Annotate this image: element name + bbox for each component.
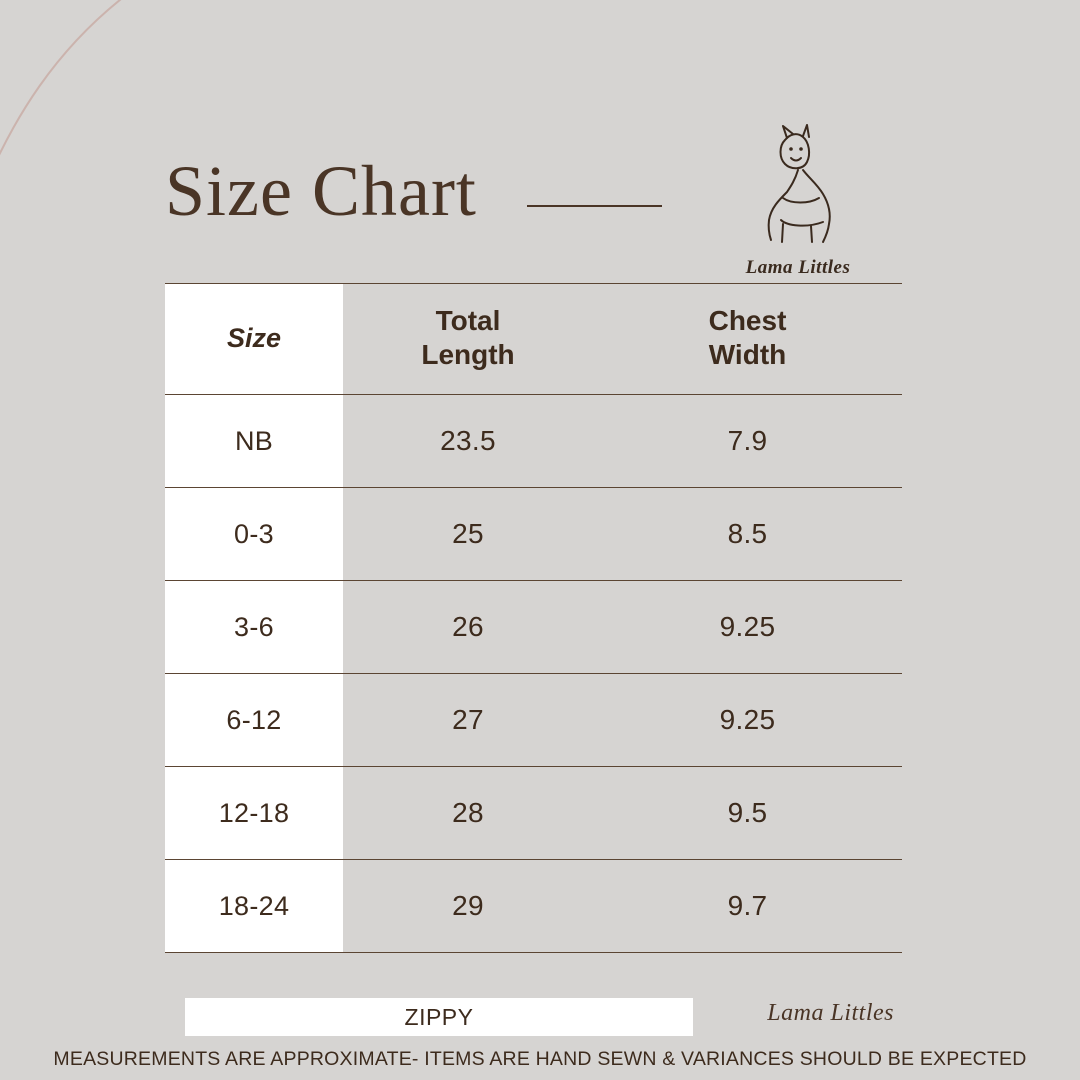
cell-size: NB <box>165 395 343 488</box>
cell-total-length: 26 <box>343 581 593 674</box>
cell-total-length: 23.5 <box>343 395 593 488</box>
page-title: Size Chart <box>165 151 477 231</box>
cell-chest-width: 9.7 <box>593 860 902 953</box>
size-table-wrapper <box>165 283 902 953</box>
cell-size: 18-24 <box>165 860 343 953</box>
table-row <box>165 395 902 488</box>
footer-brand: Lama Littles <box>767 1000 894 1026</box>
table-row <box>165 488 902 581</box>
cell-size: 12-18 <box>165 767 343 860</box>
cell-chest-width: 7.9 <box>593 395 902 488</box>
table-row <box>165 860 902 953</box>
title-rule <box>527 205 662 207</box>
column-header-total-length <box>343 284 593 395</box>
cell-total-length: 27 <box>343 674 593 767</box>
table-row <box>165 581 902 674</box>
header <box>165 151 905 278</box>
column-header-total-length-line2: Length <box>421 339 515 371</box>
llama-icon <box>743 120 853 250</box>
table-header-row <box>165 284 902 395</box>
product-label: ZIPPY <box>185 998 693 1036</box>
cell-size: 3-6 <box>165 581 343 674</box>
cell-size: 0-3 <box>165 488 343 581</box>
cell-total-length: 29 <box>343 860 593 953</box>
brand-logo <box>713 120 883 279</box>
column-header-chest-width-line1: Chest <box>708 305 787 336</box>
size-table <box>165 283 902 953</box>
cell-chest-width: 9.25 <box>593 581 902 674</box>
cell-total-length: 28 <box>343 767 593 860</box>
cell-size: 6-12 <box>165 674 343 767</box>
brand-name: Lama Littles <box>745 257 851 278</box>
column-header-chest-width <box>593 284 902 395</box>
footer-row <box>165 998 902 1038</box>
table-row <box>165 767 902 860</box>
cell-chest-width: 9.25 <box>593 674 902 767</box>
disclaimer-text: MEASUREMENTS ARE APPROXIMATE- ITEMS ARE HAND SEWN & VARIANCES SHOULD BE EXPECTED <box>53 1048 1027 1070</box>
cell-total-length: 25 <box>343 488 593 581</box>
column-header-chest-width-line2: Width <box>708 339 787 371</box>
table-row <box>165 674 902 767</box>
cell-chest-width: 9.5 <box>593 767 902 860</box>
column-header-total-length-line1: Total <box>435 305 501 336</box>
cell-chest-width: 8.5 <box>593 488 902 581</box>
column-header-size: Size <box>165 284 343 395</box>
